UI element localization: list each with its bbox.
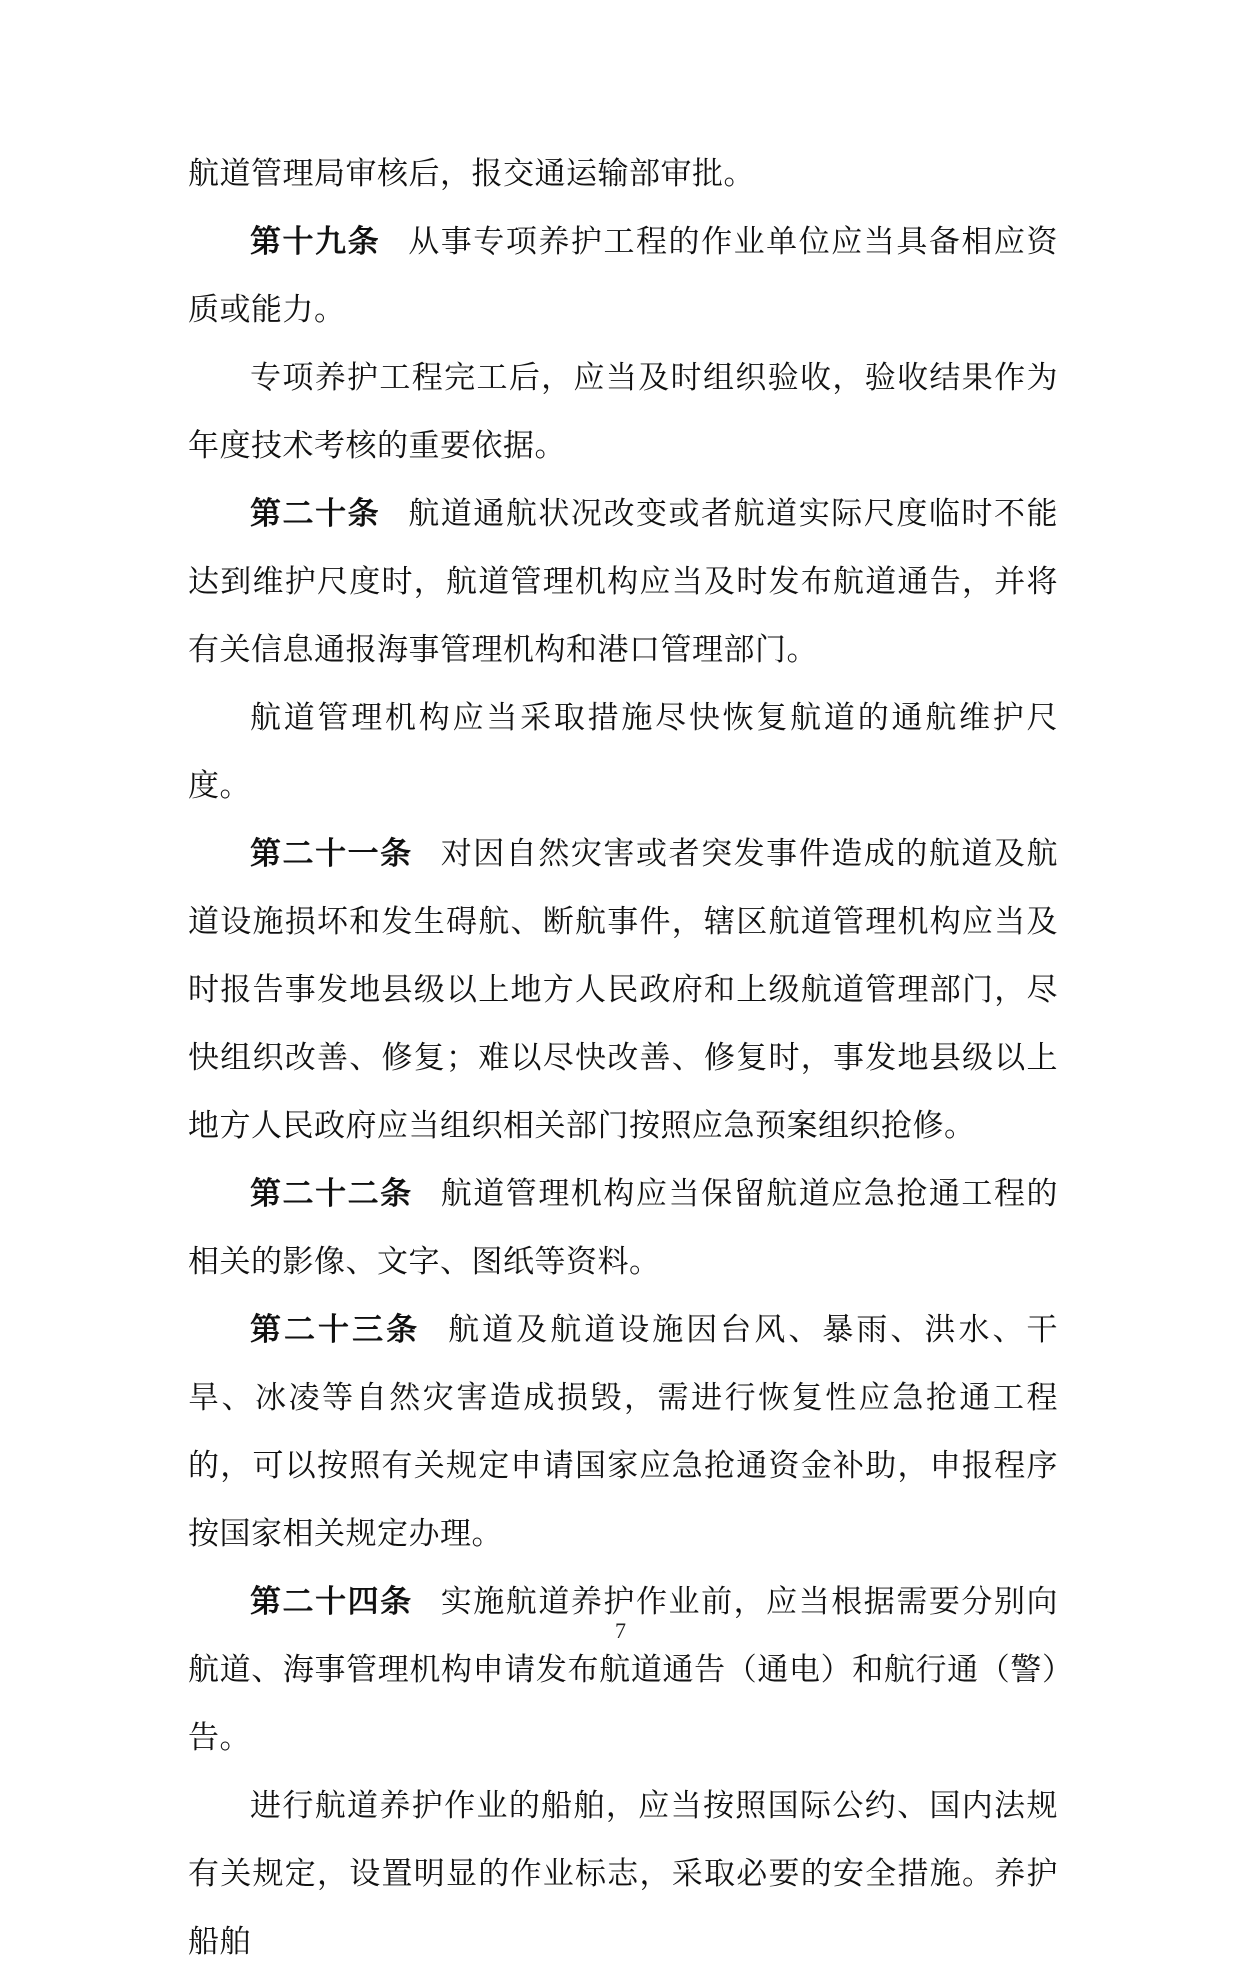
article-20 [188,480,1058,684]
article-21 [188,820,1058,1160]
page-number: 7 [615,1618,626,1643]
document-body [188,140,1058,1976]
article-24-paragraph-2 [188,1772,1058,1976]
paragraph-continuation [188,140,1058,208]
article-heading: 第二十条 [250,496,381,532]
paragraph-text: 实施航道养护作业前，应当根据需要分别向航道、海事管理机构申请发布航道通告（通电）和航行通（警）告。 [188,1584,1058,1756]
paragraph-text: 航道管理机构应当采取措施尽快恢复航道的通航维护尺度。 [188,700,1058,804]
paragraph-text: 进行航道养护作业的船舶，应当按照国际公约、国内法规有关规定，设置明显的作业标志，采取必要的安全措施。养护船舶 [188,1788,1058,1960]
paragraph-text: 从事专项养护工程的作业单位应当具备相应资质或能力。 [188,224,1059,328]
article-22 [188,1160,1058,1296]
paragraph-text: 航道管理机构应当保留航道应急抢通工程的相关的影像、文字、图纸等资料。 [188,1176,1058,1280]
article-heading: 第二十一条 [250,836,413,872]
article-heading: 第二十四条 [250,1584,413,1620]
paragraph-text: 对因自然灾害或者突发事件造成的航道及航道设施损坏和发生碍航、断航事件，辖区航道管理机构应当及时报告事发地县级以上地方人民政府和上级航道管理部门，尽快组织改善、修复；难以尽快改善、修复时，事发地县级以上地方人民政府应当组织相关部门按照应急预案组织抢修。 [188,836,1058,1144]
article-19 [188,208,1058,344]
paragraph-text: 航道及航道设施因台风、暴雨、洪水、干旱、冰凌等自然灾害造成损毁，需进行恢复性应急抢通工程的，可以按照有关规定申请国家应急抢通资金补助，申报程序按国家相关规定办理。 [188,1312,1059,1552]
article-19-paragraph-2 [188,344,1058,480]
article-23 [188,1296,1058,1568]
article-20-paragraph-2 [188,684,1058,820]
article-heading: 第二十三条 [250,1312,421,1348]
paragraph-text: 专项养护工程完工后，应当及时组织验收，验收结果作为年度技术考核的重要依据。 [188,360,1058,464]
paragraph-text: 航道通航状况改变或者航道实际尺度临时不能达到维护尺度时，航道管理机构应当及时发布航道通告，并将有关信息通报海事管理机构和港口管理部门。 [188,496,1059,668]
paragraph-text: 航道管理局审核后，报交通运输部审批。 [188,156,755,192]
article-heading: 第十九条 [250,224,381,260]
article-24 [188,1568,1058,1772]
article-heading: 第二十二条 [250,1176,413,1212]
